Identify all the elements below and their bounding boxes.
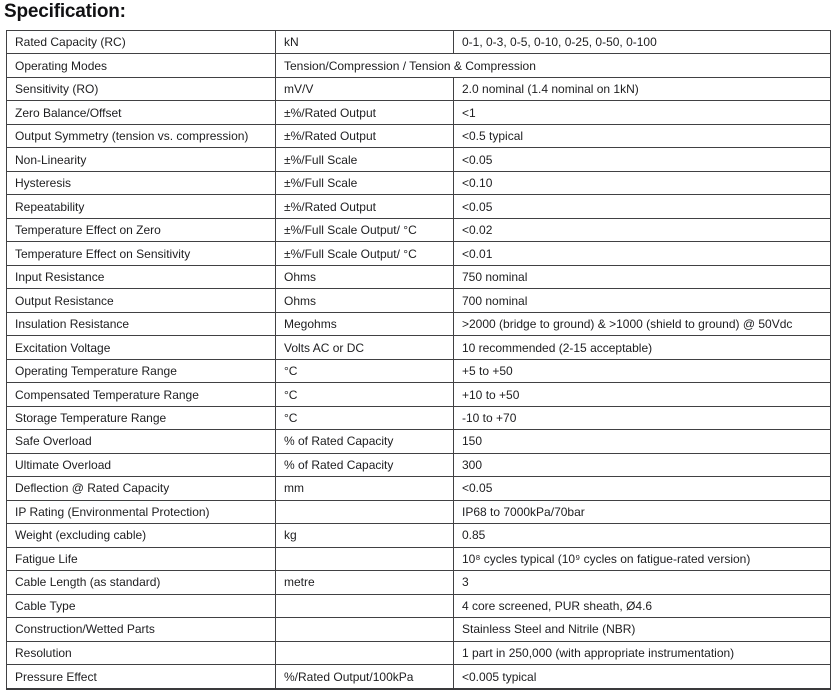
unit-cell: mV/V <box>276 77 454 100</box>
unit-cell: ±%/Rated Output <box>276 195 454 218</box>
parameter-cell: Operating Temperature Range <box>7 359 276 382</box>
parameter-cell: Safe Overload <box>7 430 276 453</box>
unit-cell: kg <box>276 524 454 547</box>
value-cell: 0.85 <box>454 524 831 547</box>
value-cell: <0.10 <box>454 171 831 194</box>
table-row <box>7 54 831 77</box>
value-cell: <0.05 <box>454 148 831 171</box>
parameter-cell: Repeatability <box>7 195 276 218</box>
value-cell: IP68 to 7000kPa/70bar <box>454 500 831 523</box>
unit-cell: % of Rated Capacity <box>276 453 454 476</box>
parameter-cell: Cable Type <box>7 594 276 617</box>
table-row <box>7 406 831 429</box>
value-cell: 150 <box>454 430 831 453</box>
value-cell: 700 nominal <box>454 289 831 312</box>
parameter-cell: IP Rating (Environmental Protection) <box>7 500 276 523</box>
parameter-cell: Output Resistance <box>7 289 276 312</box>
unit-cell: ±%/Rated Output <box>276 101 454 124</box>
value-cell: -10 to +70 <box>454 406 831 429</box>
unit-cell: % of Rated Capacity <box>276 430 454 453</box>
value-cell: <0.01 <box>454 242 831 265</box>
parameter-cell: Cable Length (as standard) <box>7 571 276 594</box>
value-cell: 750 nominal <box>454 265 831 288</box>
parameter-cell: Compensated Temperature Range <box>7 383 276 406</box>
table-row <box>7 289 831 312</box>
value-cell: <0.05 <box>454 195 831 218</box>
value-cell: <0.05 <box>454 477 831 500</box>
parameter-cell: Operating Modes <box>7 54 276 77</box>
parameter-cell: Ultimate Overload <box>7 453 276 476</box>
table-row <box>7 312 831 335</box>
parameter-cell: Pressure Effect <box>7 665 276 689</box>
parameter-cell: Excitation Voltage <box>7 336 276 359</box>
value-cell: 0-1, 0-3, 0-5, 0-10, 0-25, 0-50, 0-100 <box>454 31 831 54</box>
table-row <box>7 430 831 453</box>
table-row <box>7 31 831 54</box>
table-row <box>7 665 831 689</box>
value-cell: <0.005 typical <box>454 665 831 689</box>
parameter-cell: Rated Capacity (RC) <box>7 31 276 54</box>
parameter-cell: Weight (excluding cable) <box>7 524 276 547</box>
value-cell: Tension/Compression / Tension & Compression <box>276 54 831 77</box>
unit-cell <box>276 500 454 523</box>
table-row <box>7 594 831 617</box>
table-row <box>7 500 831 523</box>
unit-cell: mm <box>276 477 454 500</box>
unit-cell: °C <box>276 383 454 406</box>
parameter-cell: Non-Linearity <box>7 148 276 171</box>
value-cell: >2000 (bridge to ground) & >1000 (shield to ground) @ 50Vdc <box>454 312 831 335</box>
specification-table <box>6 30 831 690</box>
value-cell: 300 <box>454 453 831 476</box>
value-cell: <0.5 typical <box>454 124 831 147</box>
parameter-cell: Fatigue Life <box>7 547 276 570</box>
value-cell: +5 to +50 <box>454 359 831 382</box>
table-row <box>7 641 831 664</box>
value-cell: Stainless Steel and Nitrile (NBR) <box>454 618 831 641</box>
value-cell: 2.0 nominal (1.4 nominal on 1kN) <box>454 77 831 100</box>
table-row <box>7 148 831 171</box>
parameter-cell: Resolution <box>7 641 276 664</box>
table-row <box>7 571 831 594</box>
table-row <box>7 265 831 288</box>
parameter-cell: Sensitivity (RO) <box>7 77 276 100</box>
table-row <box>7 242 831 265</box>
table-row <box>7 171 831 194</box>
page-title: Specification: <box>4 1 126 22</box>
table-row <box>7 618 831 641</box>
unit-cell: metre <box>276 571 454 594</box>
table-row <box>7 124 831 147</box>
table-row <box>7 195 831 218</box>
value-cell: 10⁸ cycles typical (10⁹ cycles on fatigue-rated version) <box>454 547 831 570</box>
unit-cell <box>276 594 454 617</box>
value-cell: 1 part in 250,000 (with appropriate instrumentation) <box>454 641 831 664</box>
value-cell: +10 to +50 <box>454 383 831 406</box>
parameter-cell: Deflection @ Rated Capacity <box>7 477 276 500</box>
parameter-cell: Temperature Effect on Zero <box>7 218 276 241</box>
value-cell: 3 <box>454 571 831 594</box>
parameter-cell: Input Resistance <box>7 265 276 288</box>
table-row <box>7 101 831 124</box>
value-cell: <0.02 <box>454 218 831 241</box>
table-row <box>7 477 831 500</box>
unit-cell: °C <box>276 406 454 429</box>
parameter-cell: Insulation Resistance <box>7 312 276 335</box>
value-cell: <1 <box>454 101 831 124</box>
table-row <box>7 359 831 382</box>
unit-cell: Megohms <box>276 312 454 335</box>
unit-cell: %/Rated Output/100kPa <box>276 665 454 689</box>
unit-cell: Ohms <box>276 289 454 312</box>
parameter-cell: Hysteresis <box>7 171 276 194</box>
parameter-cell: Zero Balance/Offset <box>7 101 276 124</box>
table-row <box>7 383 831 406</box>
value-cell: 4 core screened, PUR sheath, Ø4.6 <box>454 594 831 617</box>
unit-cell: ±%/Full Scale <box>276 148 454 171</box>
parameter-cell: Temperature Effect on Sensitivity <box>7 242 276 265</box>
value-cell: 10 recommended (2-15 acceptable) <box>454 336 831 359</box>
unit-cell: °C <box>276 359 454 382</box>
unit-cell: ±%/Full Scale Output/ °C <box>276 242 454 265</box>
table-row <box>7 77 831 100</box>
unit-cell <box>276 641 454 664</box>
table-row <box>7 547 831 570</box>
unit-cell: ±%/Rated Output <box>276 124 454 147</box>
unit-cell: kN <box>276 31 454 54</box>
table-row <box>7 524 831 547</box>
specification-table-body <box>7 31 831 690</box>
unit-cell: ±%/Full Scale <box>276 171 454 194</box>
unit-cell <box>276 618 454 641</box>
unit-cell: Volts AC or DC <box>276 336 454 359</box>
parameter-cell: Storage Temperature Range <box>7 406 276 429</box>
parameter-cell: Output Symmetry (tension vs. compression) <box>7 124 276 147</box>
table-row <box>7 336 831 359</box>
unit-cell <box>276 547 454 570</box>
table-row <box>7 453 831 476</box>
unit-cell: Ohms <box>276 265 454 288</box>
unit-cell: ±%/Full Scale Output/ °C <box>276 218 454 241</box>
parameter-cell: Construction/Wetted Parts <box>7 618 276 641</box>
table-row <box>7 218 831 241</box>
